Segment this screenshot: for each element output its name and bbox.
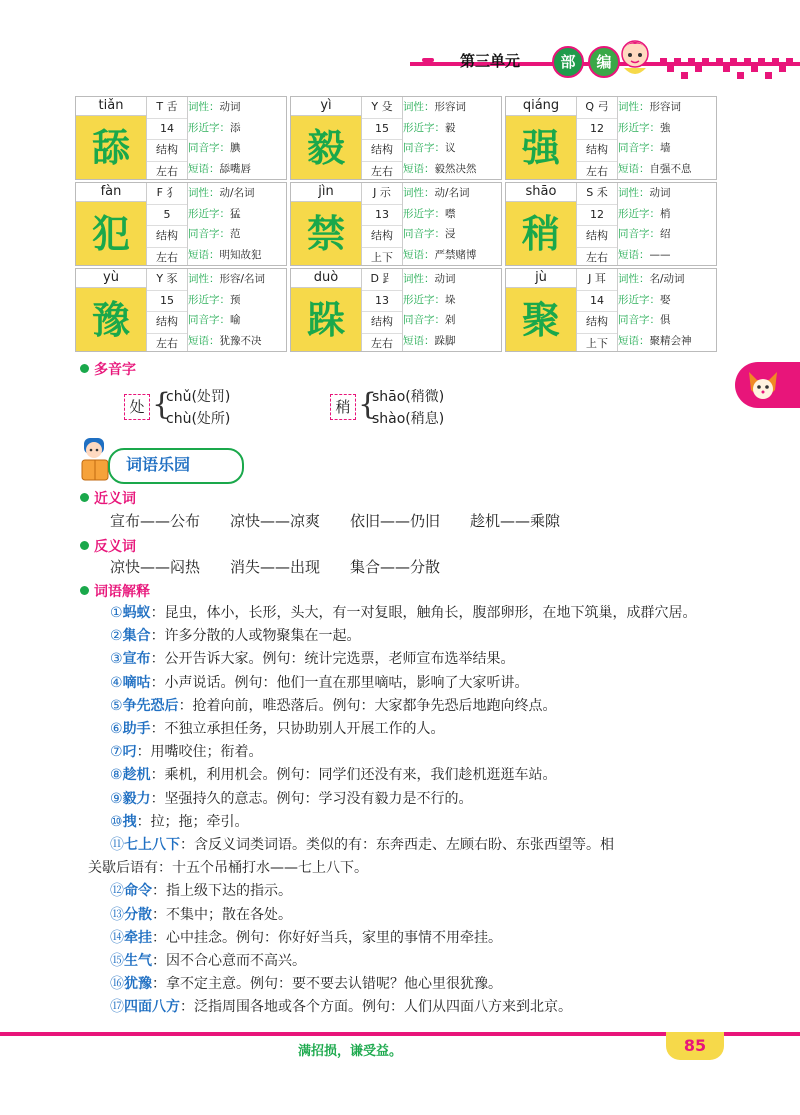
card-strokes: 13 <box>362 205 402 227</box>
item-word: 趁机 <box>122 767 151 784</box>
card-structure-label: 结构 <box>147 226 187 248</box>
phrase-value: —— <box>649 248 671 261</box>
item-word: 助手 <box>122 721 151 737</box>
explain-item <box>110 880 292 900</box>
card-structure-label: 结构 <box>577 312 617 334</box>
radical: 耳 <box>594 272 606 285</box>
pos-label: 词性： <box>618 101 650 113</box>
item-definition: ：不独立承担任务，只协助别人开展工作的人。 <box>150 721 445 737</box>
item-definition: ：心中挂念。例句：你好好当兵，家里的事情不用牵挂。 <box>152 929 502 946</box>
char-card <box>505 182 717 266</box>
card-strokes: 12 <box>577 205 617 227</box>
card-index <box>362 183 402 205</box>
synonyms-line: 宣布——公布 凉快——凉爽 依旧——仍旧 趁机——乘隙 <box>110 512 561 530</box>
brace: { <box>358 387 378 422</box>
homophone-label: 同音字： <box>188 142 230 154</box>
explain-item <box>110 695 557 715</box>
similar-label: 形近字： <box>618 207 660 220</box>
phrase-value: 聚精会神 <box>649 334 692 347</box>
page-number: 85 <box>666 1032 724 1060</box>
homophone-value: 范 <box>230 228 241 240</box>
item-word: 争先恐后 <box>122 697 179 714</box>
card-info <box>188 269 286 351</box>
pos-label: 词性： <box>618 187 650 199</box>
polyphone-reading: shào(稍息) <box>372 411 445 427</box>
item-number: ⑰ <box>110 999 124 1016</box>
item-number: ④ <box>110 674 123 691</box>
item-word: 嘀咕 <box>122 674 151 691</box>
item-number: ⑫ <box>110 883 124 900</box>
card-info <box>403 183 501 265</box>
card-pinyin: duò <box>291 269 361 288</box>
phrase-value: 明知故犯 <box>219 248 262 261</box>
phrase-label: 短语： <box>618 248 650 261</box>
pos-label: 词性： <box>403 273 435 285</box>
char-card <box>75 182 287 266</box>
pos-value: 形容词 <box>649 101 681 113</box>
similar-label: 形近字： <box>618 121 660 134</box>
explain-item <box>110 625 361 645</box>
homophone-label: 同音字： <box>188 314 230 326</box>
card-strokes: 13 <box>362 291 402 313</box>
card-structure-label: 结构 <box>577 140 617 162</box>
card-index <box>147 97 187 119</box>
radical: 弓 <box>597 100 609 113</box>
char-card <box>75 268 287 352</box>
card-index <box>577 183 617 205</box>
explain-item <box>110 648 515 668</box>
item-word: 七上八下 <box>124 837 180 853</box>
words-banner-label: 词语乐园 <box>126 455 191 474</box>
item-definition: ：拉；拖；牵引。 <box>136 813 249 830</box>
phrase-value: 跺脚 <box>434 334 456 347</box>
item-number: ⑪ <box>110 837 124 853</box>
card-info <box>403 97 501 179</box>
index-letter: S <box>586 186 594 199</box>
card-structure-label: 结构 <box>147 140 187 162</box>
polyphone-char-chu: 处 <box>124 394 150 420</box>
item-word: 犹豫 <box>124 976 152 993</box>
phrase-label: 短语： <box>403 334 435 347</box>
explain-item <box>110 788 473 808</box>
radical: 犭 <box>166 186 178 199</box>
item-word: 命令 <box>124 883 152 900</box>
brace: { <box>152 387 172 422</box>
similar-label: 形近字： <box>403 207 445 220</box>
item-word: 叼 <box>122 744 137 761</box>
card-info <box>618 269 716 351</box>
item-definition: ：昆虫，体小，长形，头大，有一对复眼，触角长，腹部卵形，在地下筑巢，成群穴居。 <box>150 605 697 621</box>
homophone-label: 同音字： <box>188 228 230 240</box>
pos-value: 动/名词 <box>434 187 470 199</box>
synonyms-heading: 近义词 <box>80 488 136 508</box>
card-character: 毅 <box>291 116 361 179</box>
card-pinyin: tiǎn <box>76 97 146 116</box>
similar-value: 強 <box>660 121 671 134</box>
pos-label: 词性： <box>618 273 650 285</box>
explain-item <box>110 950 306 970</box>
item-number: ⑤ <box>110 697 123 714</box>
card-structure: 左右 <box>156 250 178 264</box>
pos-value: 动/名词 <box>219 187 255 199</box>
item-number: ② <box>110 628 123 645</box>
item-word: 牵挂 <box>124 929 152 946</box>
card-strokes: 5 <box>147 205 187 227</box>
item-definition: ：泛指周围各地或各个方面。例句：人们从四面八方来到北京。 <box>180 999 572 1016</box>
card-character: 豫 <box>76 288 146 351</box>
item-word: 蚂蚁 <box>122 605 151 621</box>
polyphone-reading: chǔ(处罚) <box>166 389 231 405</box>
index-letter: J <box>373 186 377 199</box>
explain-item <box>110 602 697 622</box>
similar-label: 形近字： <box>188 121 230 134</box>
card-character: 舔 <box>76 116 146 179</box>
card-index <box>147 269 187 291</box>
antonyms-heading: 反义词 <box>80 536 136 556</box>
item-definition: ：乘机，利用机会。例句：同学们还没有来，我们趁机逛逛车站。 <box>150 767 557 784</box>
card-structure-label: 结构 <box>577 226 617 248</box>
card-info <box>188 183 286 265</box>
phrase-label: 短语： <box>618 334 650 347</box>
homophone-label: 同音字： <box>403 228 445 240</box>
card-info <box>618 97 716 179</box>
item-definition: ：抢着向前，唯恐落后。例句：大家都争先恐后地跑向终点。 <box>178 697 557 714</box>
similar-label: 形近字： <box>403 121 445 134</box>
card-info <box>618 183 716 265</box>
explain-item <box>110 741 263 761</box>
card-character: 强 <box>506 116 576 179</box>
unit-title: 第三单元 <box>440 50 540 71</box>
phrase-value: 犹豫不决 <box>219 334 262 347</box>
explain-item <box>110 834 614 854</box>
item-number: ⑩ <box>110 813 123 830</box>
polyphone-char-shao: 稍 <box>330 394 356 420</box>
card-meta <box>361 97 403 179</box>
item-word: 生气 <box>124 953 152 969</box>
card-index <box>362 97 402 119</box>
index-letter: F <box>156 186 163 199</box>
homophone-label: 同音字： <box>618 228 660 240</box>
card-structure: 左右 <box>371 336 393 350</box>
item-definition: ：小声说话。例句：他们一直在那里嘀咕，影响了大家听讲。 <box>150 674 529 691</box>
item-definition: ：坚强持久的意志。例句：学习没有毅力是不行的。 <box>150 790 473 807</box>
card-meta <box>576 97 618 179</box>
pos-label: 词性： <box>188 101 220 113</box>
card-meta <box>576 269 618 351</box>
phrase-label: 短语： <box>618 162 650 175</box>
item-number: ⑨ <box>110 790 123 807</box>
char-card <box>290 96 502 180</box>
item-number: ⑮ <box>110 953 124 969</box>
phrase-label: 短语： <box>403 162 435 175</box>
phrase-value: 自强不息 <box>649 162 692 175</box>
item-definition: ：许多分散的人或物聚集在一起。 <box>150 628 361 645</box>
card-meta <box>146 97 188 179</box>
pos-value: 动词 <box>649 187 671 199</box>
similar-value: 娶 <box>660 293 671 306</box>
card-character: 禁 <box>291 202 361 265</box>
similar-value: 添 <box>230 121 241 134</box>
card-pinyin: jìn <box>291 183 361 202</box>
pos-value: 动词 <box>219 101 241 113</box>
explain-item <box>110 764 557 784</box>
card-structure: 左右 <box>156 164 178 178</box>
explain-item <box>110 718 445 738</box>
explain-item <box>110 904 292 924</box>
pos-value: 动词 <box>434 273 456 285</box>
homophone-value: 浸 <box>445 228 456 240</box>
homophone-value: 墙 <box>660 142 671 154</box>
homophone-value: 绍 <box>660 228 671 240</box>
card-meta <box>361 269 403 351</box>
similar-value: 噤 <box>445 207 456 220</box>
card-pinyin: jù <box>506 269 576 288</box>
antonyms-line: 凉快——闷热 消失——出现 集合——分散 <box>110 558 441 576</box>
item-number: ⑯ <box>110 976 124 993</box>
similar-label: 形近字： <box>403 293 445 306</box>
card-index <box>577 97 617 119</box>
homophone-value: 喻 <box>230 314 241 326</box>
radical: 示 <box>379 186 391 199</box>
fox-mascot-icon <box>744 366 782 404</box>
card-structure: 上下 <box>371 250 393 264</box>
card-info <box>403 269 501 351</box>
homophone-label: 同音字： <box>403 142 445 154</box>
homophone-value: 俱 <box>660 314 671 326</box>
polyphone-reading: shāo(稍微) <box>372 389 445 405</box>
badge-bu: 部 <box>552 46 584 78</box>
pos-label: 词性： <box>403 187 435 199</box>
phrase-value: 严禁赌博 <box>434 248 477 261</box>
item-definition: 关歇后语有：十五个吊桶打水——七上八下。 <box>88 860 368 877</box>
radical: 舌 <box>166 100 178 113</box>
homophone-label: 同音字： <box>618 314 660 326</box>
char-card <box>75 96 287 180</box>
card-structure: 左右 <box>586 164 608 178</box>
similar-value: 垛 <box>445 293 456 306</box>
similar-label: 形近字： <box>188 293 230 306</box>
item-definition: ：公开告诉大家。例句：统计完选票，老师宣布选举结果。 <box>150 651 515 668</box>
item-word: 宣布 <box>122 651 151 668</box>
homophone-value: 剁 <box>445 314 456 326</box>
phrase-label: 短语： <box>188 248 220 261</box>
card-strokes: 12 <box>577 119 617 141</box>
pos-value: 形容词 <box>434 101 466 113</box>
item-number: ⑬ <box>110 906 124 923</box>
similar-value: 猛 <box>230 207 241 220</box>
pos-label: 词性： <box>188 187 220 199</box>
phrase-label: 短语： <box>188 162 220 175</box>
card-strokes: 14 <box>147 119 187 141</box>
card-pinyin: shāo <box>506 183 576 202</box>
char-card <box>290 182 502 266</box>
similar-value: 毅 <box>445 121 456 134</box>
homophone-value: 腆 <box>230 142 241 154</box>
card-meta <box>576 183 618 265</box>
card-character: 聚 <box>506 288 576 351</box>
homophone-label: 同音字： <box>618 142 660 154</box>
card-structure: 左右 <box>586 250 608 264</box>
card-pinyin: qiáng <box>506 97 576 116</box>
similar-label: 形近字： <box>618 293 660 306</box>
explain-heading: 词语解释 <box>80 581 150 601</box>
item-definition: ：含反义词类词语。类似的有：东奔西走、左顾右盼、东张西望等。相 <box>180 837 614 853</box>
radical: 𧾷 <box>382 272 394 285</box>
header-checker-pattern <box>650 58 800 78</box>
card-pinyin: yì <box>291 97 361 116</box>
item-word: 四面八方 <box>124 999 180 1016</box>
card-strokes: 15 <box>362 119 402 141</box>
item-number: ⑥ <box>110 721 123 737</box>
index-letter: J <box>588 272 592 285</box>
polyphone-reading: chù(处所) <box>166 411 231 427</box>
pos-value: 名/动词 <box>649 273 685 285</box>
item-word: 毅力 <box>122 790 151 807</box>
badge-bian: 编 <box>588 46 620 78</box>
card-index <box>362 269 402 291</box>
card-character: 犯 <box>76 202 146 265</box>
card-info <box>188 97 286 179</box>
index-letter: T <box>156 100 164 113</box>
pos-label: 词性： <box>403 101 435 113</box>
item-number: ⑭ <box>110 929 124 946</box>
card-meta <box>361 183 403 265</box>
char-card <box>505 268 717 352</box>
index-letter: Q <box>585 100 595 113</box>
phrase-value: 舔嘴唇 <box>219 162 251 175</box>
radical: 豕 <box>166 272 178 285</box>
index-letter: D <box>370 272 379 285</box>
phrase-label: 短语： <box>188 334 220 347</box>
pos-label: 词性： <box>188 273 220 285</box>
card-pinyin: yù <box>76 269 146 288</box>
phrase-value: 毅然决然 <box>434 162 477 175</box>
homophone-value: 议 <box>445 142 456 154</box>
phrase-label: 短语： <box>403 248 435 261</box>
radical: 禾 <box>596 186 608 199</box>
item-definition: ：不集中；散在各处。 <box>152 906 292 923</box>
item-number: ③ <box>110 651 123 668</box>
explain-item <box>110 811 249 831</box>
polyphone-heading: 多音字 <box>80 359 136 379</box>
item-number: ① <box>110 605 123 621</box>
explain-item <box>110 996 572 1016</box>
item-definition: ：指上级下达的指示。 <box>152 883 292 900</box>
card-pinyin: fàn <box>76 183 146 202</box>
card-structure-label: 结构 <box>362 140 402 162</box>
item-number: ⑦ <box>110 744 123 761</box>
item-definition: ：拿不定主意。例句：要不要去认错呢？他心里很犹豫。 <box>152 976 502 993</box>
explain-item <box>110 672 529 692</box>
item-number: ⑧ <box>110 767 123 784</box>
card-structure-label: 结构 <box>147 312 187 334</box>
similar-value: 梢 <box>660 207 671 220</box>
explain-item <box>88 857 368 877</box>
card-meta <box>146 183 188 265</box>
card-meta <box>146 269 188 351</box>
item-word: 拽 <box>122 813 137 830</box>
card-structure: 上下 <box>586 336 608 350</box>
card-structure-label: 结构 <box>362 312 402 334</box>
index-letter: Y <box>371 100 379 113</box>
card-character: 稍 <box>506 202 576 265</box>
item-definition: ：用嘴咬住；衔着。 <box>136 744 263 761</box>
card-strokes: 14 <box>577 291 617 313</box>
footer-motto: 满招损，谦受益。 <box>298 1044 403 1059</box>
radical: 殳 <box>381 100 393 113</box>
card-strokes: 15 <box>147 291 187 313</box>
card-index <box>577 269 617 291</box>
homophone-label: 同音字： <box>403 314 445 326</box>
index-letter: Y <box>156 272 164 285</box>
char-card <box>290 268 502 352</box>
similar-value: 预 <box>230 293 241 306</box>
explain-item <box>110 927 502 947</box>
card-structure-label: 结构 <box>362 226 402 248</box>
item-definition: ：因不合心意而不高兴。 <box>152 953 306 969</box>
card-structure: 左右 <box>156 336 178 350</box>
item-word: 集合 <box>122 628 151 645</box>
item-word: 分散 <box>124 906 152 923</box>
explain-item <box>110 973 502 993</box>
card-character: 跺 <box>291 288 361 351</box>
char-card <box>505 96 717 180</box>
card-structure: 左右 <box>371 164 393 178</box>
similar-label: 形近字： <box>188 207 230 220</box>
card-index <box>147 183 187 205</box>
pos-value: 形容/名词 <box>219 273 266 285</box>
